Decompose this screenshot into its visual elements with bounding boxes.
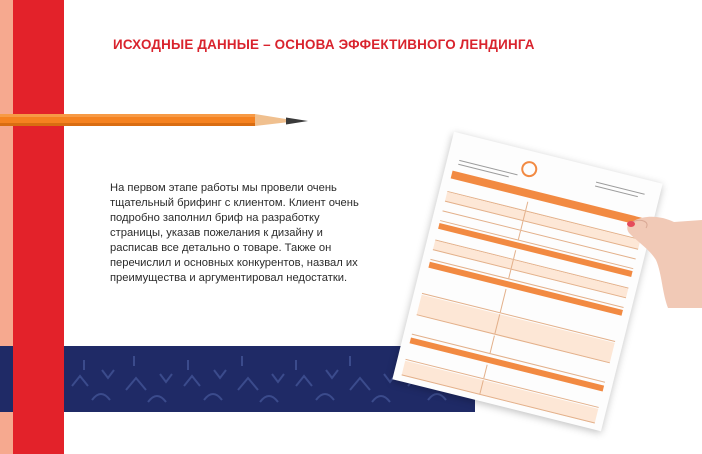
pencil-illustration <box>0 104 320 136</box>
left-red-strip <box>13 0 64 454</box>
left-blue-block <box>0 346 13 412</box>
page-title: ИСХОДНЫЕ ДАННЫЕ – ОСНОВА ЭФФЕКТИВНОГО ЛЕНДИНГА <box>113 37 535 52</box>
hand-illustration <box>622 208 702 308</box>
description-text: На первом этапе работы мы провели очень тщательный брифинг с клиентом. Клиент очень подробно заполнил бриф на разработку страницы, указав пожелания к дизайну и расписав все детально о товаре. Также он перечислил и основных конкурентов, назвал их преимущества и аргументировал недостатки. <box>110 182 359 284</box>
logo-illustration <box>520 159 591 190</box>
